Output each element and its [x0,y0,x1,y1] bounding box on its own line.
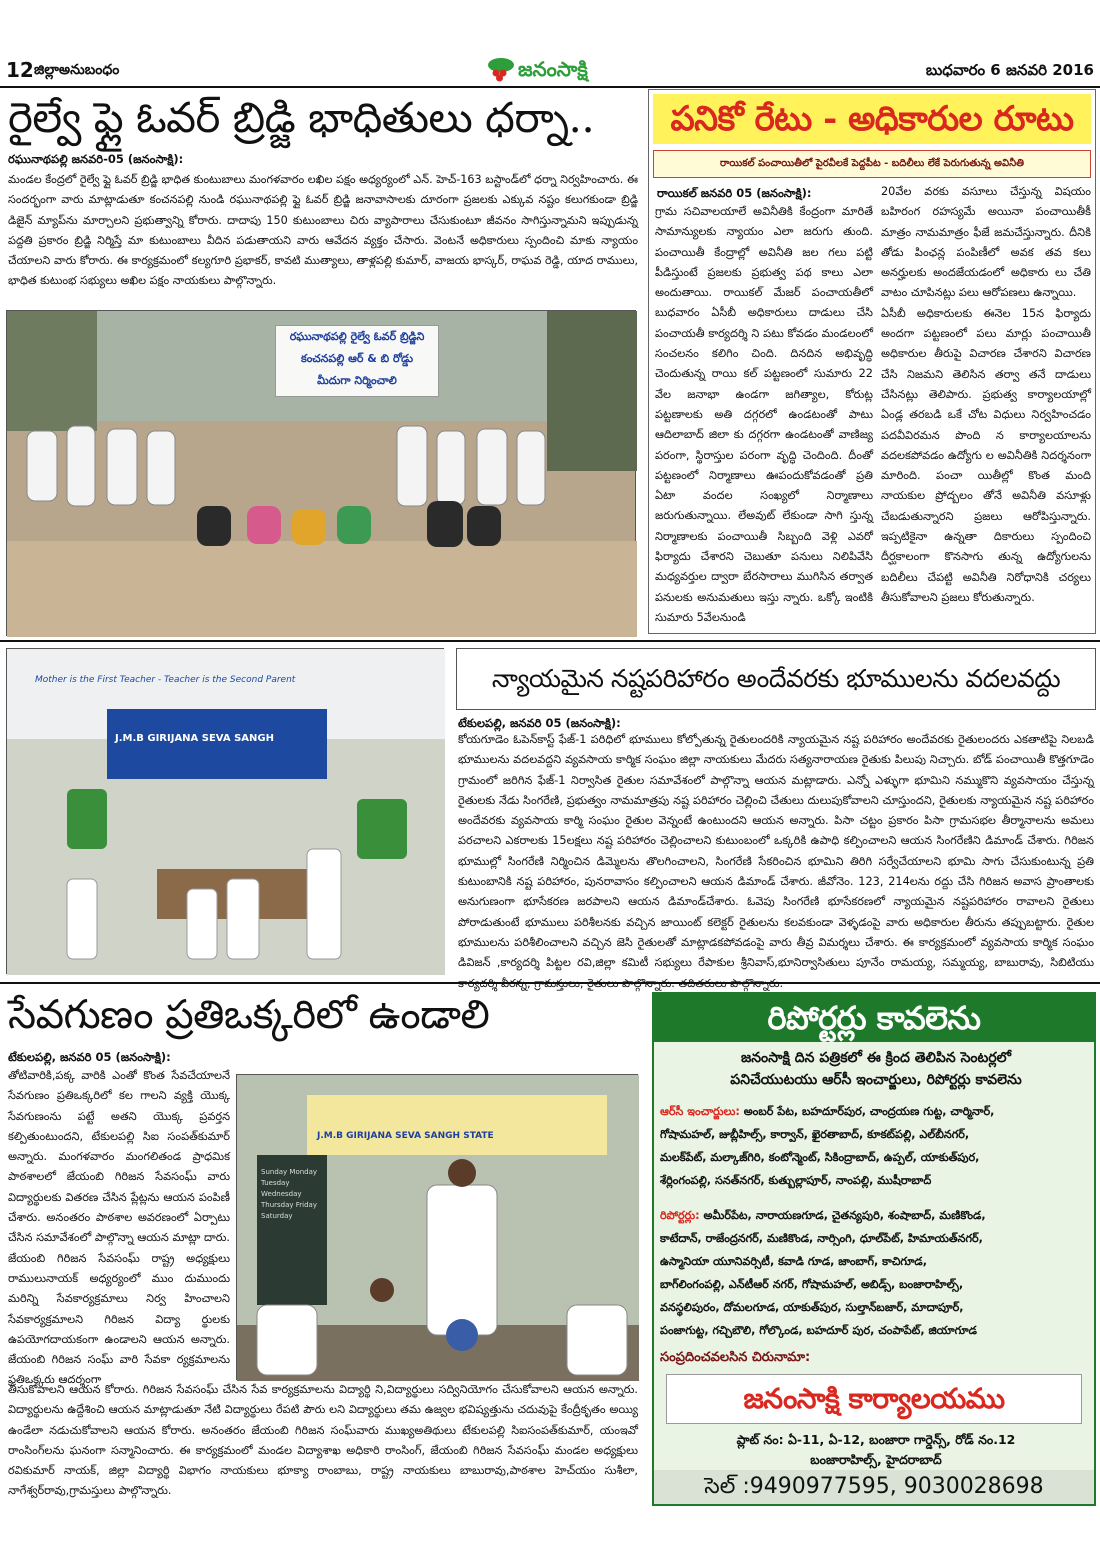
rc-line: శేర్లింగంపల్లి, సనత్‌నగర్, కుత్బుల్లాపూర్, నాంపల్లి, ముషీరాబాద్ [660,1174,932,1187]
rep-line: అమీర్‌పేట, నారాయణగూడ, చైతన్యపురి, శంషాబాద్, మణికొండ, [703,1209,986,1222]
story2-box [648,89,1096,634]
school-photo-illustration [7,649,445,975]
address-line-2: బంజారాహిల్స్, హైదరాబాద్ [810,1452,942,1467]
story1-dateline: రఘునాథపల్లి జనవరి-05 (జనంసాక్షి): [8,152,184,166]
rc-line: అంబర్ పేట, బహదూర్‌పుర, చాంద్రయణ గుట్ట, చార్మినార్, [743,1105,995,1118]
school-sign: J.M.B GIRIJANA SEVA SANGH [115,733,274,744]
banner-line-1: రఘునాథపల్లి రైల్వే ఓవర్ బ్రిడ్జిని [289,330,425,343]
story1-body: మండల కేంద్రలో రైల్వే ఫ్లై ఓవర్ బ్రిడ్జి భాధిత కుంటుబాలు మంగళవారం లఖిల పక్షం అధ్యర్యంలో ఎన్. హెచ్-163 బస్టాండ్‌లో ధర్నా నిర్వహించారు. ఈ సందర్భంగా వారు మాట్లాడుతూ కంచనపల్లి నుండి రఘునాథపల్లి ఫ్లై ఓవర్ బ్రిడ్జి జనావాసాలకు దూరంగా ప్రజలకు ఎక్కువ నష్టం కలుగకుండా బ్రిడ్జి డిజైన్ మ్యాప్‌ను మార్చాలని ప్రభుత్వాన్ని కోరారు. దాదాపు 150 కుటుంబాలు చిరు వ్యాపారాలు చేసుకుంటూ జీవనం సాగిస్తున్నామని ఇప్పుడున్న పద్దతి ప్రకారం బ్రిడ్జి నిర్మిస్తే మా కుటుంబాలు వీదిన పడుతాయని వారు ఆవేదన వ్యక్తం చేసారు. వెంటనే అధికారులు స్పందించి మాకు న్యాయం చేయాలని వారు కోరారు. ఈ కార్యక్రమంలో కల్యగూరి ప్రభాకర్, కావటి ముత్యాలు, తాళ్లపల్లి కుమార్, వాజయ భాస్కర్, రాఘవ రెడ్డి, యాద రాములు, భాధిత కుటుంభ సభ్యులు అఖిల పక్షం నాయకులు పాల్గొన్నారు. [8,173,638,288]
address-line-1: ప్లాట్ నం: ఏ-11, ఏ-12, బంజారా గార్డెన్స్, రోడ్ నం.12 [736,1432,1016,1447]
rc-line: గోషామహల్, జుబ్లీహిల్స్, కార్వాన్, ఖైరతాబాద్, కూకట్‌పల్లి, ఎల్‌బీనగర్, [660,1128,970,1141]
rc-label: ఆర్‌సీ ఇంచార్జులు: [660,1105,740,1118]
story2-dateline: రాయికల్ జనవరి 05 (జనంసాక్షి): [657,186,812,200]
grape-leaf-icon [486,56,516,84]
section-rule-2 [0,982,1100,984]
logo-text: జనంసాక్షి [518,57,588,81]
ad-title: రిపోర్టర్లు కావలెను [767,999,981,1037]
story2-col2: 20వేల వరకు వసూలు చేస్తున్న విషయం బహిరంగ రహస్యమే అయినా పంచాయితీకీ మాత్రం నామమాత్రం ఫీజే జమచేస్తున్నారు. దీనికి తోడు పింఛన్ల పంపిణీలో అవక తవ కలు అనర్హులకు అందజేయడంలో అధికారు లు చేతి వాటం చూపినట్లు పలు ఆరోపణలు ఉన్నాయి. ఏసీబీ అధికారులకు ఈనెల 15న ఫిర్యాదు అందగా పట్టణంలో పలు మార్లు పంచాయితీ అధికారుల తీరుపై విచారణ చేశారని విచారణ చేసి నిజమని తెలిసిన తర్వా తనే దాడులు చేసినట్లు తెలిపారు. ప్రభుత్వ కార్యాలయాల్లో ఏండ్ల తరబడి ఒకే చోట విధులు నిర్వహించడం పదవీవిరమన పొంది న కార్యాలయాలను వదలకపోవడం ఉద్యోగు ల అవినీతికి నిదర్శనంగా మారింది. పంచా యితీల్లో కొంత మంది నాయకుల ప్రోద్బలం తోనే అవినీతి వసూళ్లు చేబడుతున్నారని ప్రజలు ఆరోపిస్తున్నారు. ఇప్పటికైనా ఉన్నతా దికారులు స్పందించి దీర్ఘకాలంగా కొనసాగు తున్న ఉద్యోగులను బదిలీలు చేపట్టి అవినీతి నిరోధానికి చర్యలు తీసుకోవాలని ప్రజలు కోరుతున్నారు. [881,185,1091,604]
rep-section [660,1204,1092,1342]
story1-headline: రైల్వే ఫ్లై ఓవర్ బ్రిడ్జి భాధితులు ధర్నా.. [8,93,595,142]
rep-label: రిపోర్టర్లు: [660,1209,700,1222]
classroom-board: Sunday Monday Tuesday Wednesday Thursday Friday Saturday [261,1168,318,1220]
story2-headline: పనికో రేటు - అధికారుల రూటు [670,99,1074,139]
protest-banner [275,325,439,397]
phone-numbers: సెల్ :9490977595, 9030028698 [704,1474,1044,1499]
office-name-box [666,1374,1082,1424]
story3-headline-box [456,648,1096,710]
rc-line: మలక్‌పేట్, మల్కాజ్‌గిరి, కంటోన్మెంట్, సికింద్రాబాద్, ఉప్పల్, యాకుత్‌పుర, [660,1151,980,1164]
section-name: జిల్లాఅనుబంధం [34,62,120,78]
stage-banner: J.M.B GIRIJANA SEVA SANGH STATE [317,1131,494,1141]
rep-line: కాటేదాన్, రాజేంద్రనగర్, మణికొండ, నార్సింగి, ధూల్‌పేట్, హిమాయత్‌నగర్, [660,1232,983,1245]
page-number: 12 [6,58,34,82]
school-wall-banner: Mother is the First Teacher - Teacher is the Second Parent [35,675,296,685]
rep-line: బాగ్‌లింగంపల్లి, ఎన్‌టీఆర్ నగర్, గోషామహల్, అబిడ్స్, బంజారాహిల్స్, [660,1278,964,1291]
contact-label: సంప్రదించవలసిన చిరునామా: [660,1350,811,1365]
story4-wide: తీసుకోవాలని ఆయన కోరారు. గిరిజన సేవసంఘ్ చేసిన సేవ కార్యక్రమాలను విద్యార్థి ని,విద్యార్థులు సద్వినియోగం చేసుకోవాలని ఆయన అన్నారు. విద్యార్థులను ఉద్దేశించి ఆయన మాట్లాడుతూ నేటి విద్యార్థులు రేపటి పౌరు లని విద్యార్థులు తమ ఉజ్వల భవిష్యత్తును చదువుపై కేంద్రీకృతం అయ్యి ఉండేలా నడుచుకోవాలని ఆయన కోరారు. అనంతరం జేయంబి గిరిజన సంఘ్‌వారు ముఖ్యఅతిథులు టేకులపల్లి సిఐసంపత్‌కుమార్, యంఇవో రాంసింగ్‌లను ఘనంగా సన్మానించారు. ఈ కార్యక్రమంలో మండల విద్యాశాఖ అధికారి రాంసింగ్, జేయంబి గిరిజన సేవసంఘ్ మండల అధ్యక్షులు రవికుమార్ నాయక్, జిల్లా విద్యార్థి విభాగం నాయకులు భూక్యా రాంబాబు, రాష్ట్ర నాయకులు బాబురావు,పాఠశాల హెచ్‌యం సుశీలా, నాగేశ్వర్‌రావు,గ్రామస్తులు పాల్గొన్నారు. [8,1383,638,1498]
banner-line-3: మీదుగా నిర్మించాలి [317,374,397,387]
ad-intro-2: పనిచేయుటయు ఆర్‌సీ ఇంచార్జులు, రిపోర్టర్లు కావలెను [730,1072,1022,1088]
rep-line: పంజాగుట్ట, గచ్చిబౌలి, గోల్కొండ, బహదూర్ పుర, చంపాపేట్, జియాగూడ [660,1324,977,1337]
story2-subhead: రాయికల్ పంచాయితీలో పైరవీలకే పెద్దపీట - బదిలీలు లేకే పెరుగుతున్న అవినీతి [653,150,1091,178]
ad-intro-1: జనంసాక్షి దిన పత్రికలో ఈ క్రింద తెలిపిన సెంటర్లలో [740,1050,1012,1066]
phone-band [654,1470,1094,1504]
story3-photo [6,648,444,974]
ad-title-band [654,994,1094,1042]
rep-line: వనస్థలిపురం, దోమలగూడ, యాకుత్‌పుర, సుల్తాన్‌బజార్, మాదాపూర్, [660,1301,964,1314]
rep-line: ఉస్మానియా యూనివర్సిటీ, కవాడి గూడ, జాంబాగ్, కాచిగూడ, [660,1255,927,1268]
masthead-logo [486,54,620,88]
story4-dateline: టేకులపల్లి, జనవరి 05 (జనంసాక్షి): [8,1050,171,1064]
story4-headline: సేవగుణం ప్రతిఒక్కరిలో ఉండాలి [8,992,490,1038]
banner-line-2: కంచనపల్లి ఆర్ & బి రోడ్డు [300,352,414,365]
issue-date: బుధవారం 6 జనవరి 2016 [925,61,1094,79]
reporters-ad [652,992,1096,1506]
story3-body: కోయగూడెం ఓపెన్‌కాస్ట్ ఫేజ్-1 పరిధిలో భూములు కోల్పోతున్న రైతులందరికి న్యాయమైన నష్ట పరిహారం అందేవరకు రైతులందరు ఎకతాటిపై నిలబడి భూములను వదలవద్దని వ్యవసాయ కార్మిక సంఘం జిల్లా నాయకులు మేదరు సత్యనారాయణ రైతుకు పిలుపు నిచ్చారు. బోడ్ పంచాయితీ కొత్తగూడెం గ్రామంలో జరిగిన ఫేజ్-1 నిర్వాసిత రైతుల సమావేశంలో పాల్గొన్నా ఆయన మట్లాడారు. ఎన్నో ఎళ్ళుగా భూమిని నమ్ముకొని వ్యవసాయం చేస్తున్న రైతులకు నేడు సింగరేణి, ప్రభుత్వం నామమాత్రపు నష్ట పరిహారం చెల్లించి చేతులు దులుపుకోవాలని చూస్తుందని, రైతులకు న్యాయమైన నష్ట పరిహారం అందేవరకు వ్యవసాయ కార్మి సంఘం రైతుల వెన్నంటే ఉంటుందని ఆయన అన్నారు. పిసా చట్టం ప్రకారం పిసా గ్రామసభల తీర్మానాలను అమలు పరచాలని ఎకరాలకు 15లక్షలు నష్ట పరిహారం చెల్లించాలని కుటుంబంలో ఒక్కరికి ఉపాధి కల్పించాలని ఆయన సింగరేణిని డిమాండ్ చేశారు. గిరిజన భూముల్లో సింగరేణి నిర్మించిన డిమ్మెలను తొలగించాలని, సింగరేణి సేకరించిన భూమిని తిరిగి సర్వేచేయాలని భూమి సాగు చేసుకుంటున్న ప్రతి కుటుంబానికి నష్ట పరిహారం, పునరావాసం కల్పించాలని ఆయన డిమాండ్ చేశారు. జీవోనెం. 123, 214లను రద్దు చేసి గిరిజన అవాస ప్రాంతాలకు అనుగుణంగా భూసేకరణ జరపాలని ఆయన డిమాండ్‌చేశారు. ఓవెపు సింగరేణి భూసేకరణలో న్యాయమైన నష్టపరిహారం రావాలని రైతులు పోరాడుతుంటే భూములు పరిశీలనకు వచ్చిన జాయింట్ కలెక్టర్ రైతులను కలవకుండా వెళ్ళడంపై వారు అధికారుల తీరును తప్పుబట్టారు. రైతుల భూములను పరిశీలించాలని వచ్చిన జెసి రైతులతో మాట్లాడకపోవడంపై వారు తీవ్ర విమర్శలు చేశారు. ఈ కార్యక్రమంలో వ్యవసాయ కార్మిక సంఘం డివిజన్ ,కార్యదర్శి పిట్టల రవి,జిల్లా కమిటీ సభ్యులు రేపాకుల శ్రీనివాస్,భూనిర్వాసితులు పూనేం రామయ్య, సమ్మయ్య, బాబురావు, సిబిటియు [458,733,1094,970]
story3-dateline: టేకులపల్లి, జనవరి 05 (జనంసాక్షి): [458,716,621,730]
story2-col1: గ్రామ సచివాలయాలే అవినీతికి కేంద్రంగా మారితే సామాన్యులకు న్యాయం ఎలా జరుగు తుంది. పంచాయితీ కేంద్రాల్లో అవినీతి జల గలు పట్టి పీడిస్తుంటే ప్రజలకు ప్రభుత్వ పథ కాలు ఎలా అందుతాయి. రాయికల్ మేజర్ పంచాయతీలో బుధవారం ఏసీబీ అధికారులు దాడులు చేసి పంచాయతీ కార్యదర్శి ని పటు కోవడం మండలంలో సంచలనం కలిగిం చింది. దినదిన అభివృద్ధి చెందుతున్న రాయి కల్ పట్టణంలో సుమారు 22 వేల జనాభా ఉండగా జగిత్యాల, కోరుట్ల పట్టణాలకు అతి దగ్గరలో ఉండటంతో పాటు ఆదిలాబాద్ జిలా కు దగ్గరగా ఉండటంతో వాణిజ్య పరంగా, స్థిరాస్తుల పరంగా వృద్ధి చెందింది. దీంతో పట్టణంలో నిర్మాణాలు ఊపందుకోవడంతో ప్రతి ఏటా వందల సంఖ్యలో నిర్మాణాలు జరుగుతున్నాయి. లేఅవుట్ లేకుండా సాగి స్తున్న నిర్మాణాలకు పంచాయితీ సిబ్బంది వెళ్లి ఎవరో ఫిర్యాదు చేశారని చెబుతూ పనులు నిలిపివేసి మధ్యవర్తుల ద్వారా బేరసారాలు ముగిసిన తర్వాత పనులకు అనుమతులు ఇస్తు న్నారు. ఒక్కో ఇంటికి సుమారు 5వేలనుండి [655,205,873,624]
story3-headline: న్యాయమైన నష్టపరిహారం అందేవరకు భూములను వదలవద్దు [491,664,1061,693]
office-name: జనంసాక్షి కార్యాలయము [743,1382,1005,1415]
page-header [0,0,1100,86]
story4-col: తోటివారికి,పక్క వారికి ఎంతో కొంత సేవచేయాలనే సేవగుణం ప్రతిఒక్కరిలో కల గాలని వ్యక్తి యొక్క సేవగుణంను పట్టే అతని యొక్క ప్రవర్తన కల్పితుంటుందని, టేకులపల్లి సిఐ సంపత్‌కుమార్ అన్నారు. మంగళవారం మంగలితండ ప్రాధమిక పాఠశాలలో జేయంబి గిరిజన సేవసంఘ్ వారు విద్యార్థులకు వితరణ చేసిన ప్లేట్లను ఆయన పంపిణీ చేశారు. అనంతరం పాఠశాల అవరణంలో ఏర్పాటు చేసిన సమావేశంలో పాల్గొన్నా ఆయన మాట్లా దారు. జేయంబి గిరిజన సేవసంఘ్ రాష్ట్ర అధ్యక్షులు రాములునాయక్ అధ్యర్యంలో ముం దుముందు మరిన్ని సేవకార్యక్రమాలు నిర్వ హించాలని సేవకార్యక్రమాలని గిరిజన విద్యా ర్థులకు ఉపయోగదాయకంగా ఉండాలని ఆయన అన్నారు. జేయంబి గిరిజన సంఘ్ వారి సేవకా ర్యక్రమాలను ప్రతిఒక్కరు ఆదర్శంగా [8,1069,230,1387]
story2-headline-band [653,94,1091,144]
story1-photo [6,310,636,636]
header-rule [0,86,1100,88]
section-rule-1 [0,640,1100,642]
rc-section [660,1100,1092,1192]
story4-photo [236,1074,638,1380]
